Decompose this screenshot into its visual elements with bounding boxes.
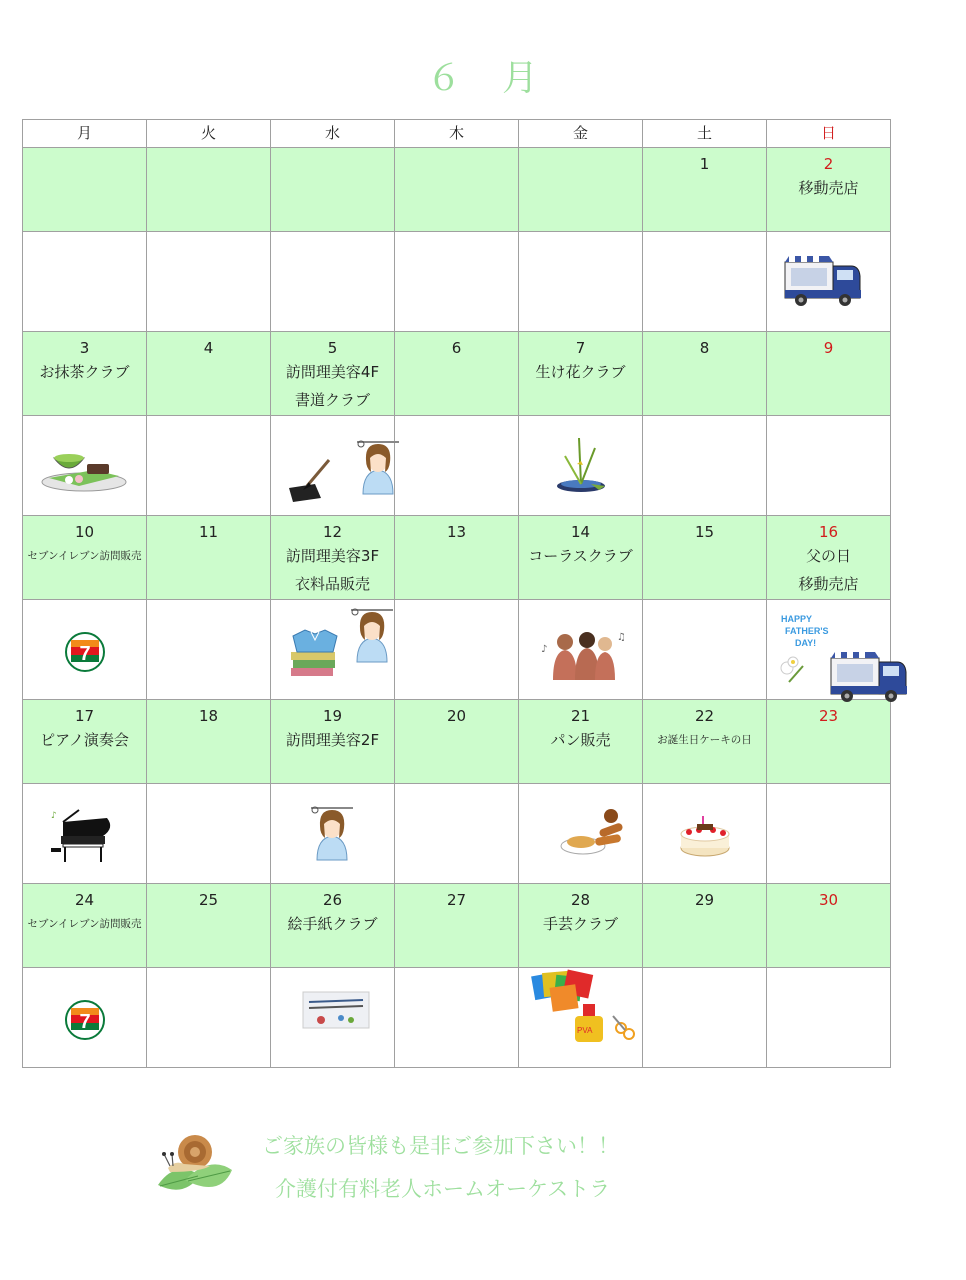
day-number: 16 [818, 523, 839, 541]
svg-text:♪: ♪ [51, 811, 57, 821]
day-picture-cell [395, 968, 519, 1068]
day-cell [643, 332, 767, 416]
week-row-dates [23, 332, 891, 416]
day-cell [23, 700, 147, 784]
day-cell [643, 884, 767, 968]
day-number: 27 [446, 891, 467, 909]
haircut-icon [349, 606, 395, 662]
event-label: 移動売店 [798, 179, 859, 197]
day-picture-cell [271, 232, 395, 332]
day-cell [147, 516, 271, 600]
day-picture-cell [643, 416, 767, 516]
day-cell [271, 700, 395, 784]
day-number: 28 [570, 891, 591, 909]
seven-eleven-icon [65, 1000, 105, 1040]
empty-day-cell [395, 148, 519, 232]
svg-text:FATHER'S: FATHER'S [785, 626, 829, 636]
footer-invitation: ご家族の皆様も是非ご参加下さい！！ [262, 1134, 619, 1158]
weekday-sat: 土 [643, 120, 767, 148]
day-picture-cell [23, 600, 147, 700]
day-number: 22 [694, 707, 715, 725]
day-picture-cell [147, 784, 271, 884]
day-number: 30 [818, 891, 839, 909]
day-number: 10 [74, 523, 95, 541]
weekday-mon: 月 [23, 120, 147, 148]
day-cell [767, 884, 891, 968]
clothes-icon [285, 626, 345, 688]
day-picture-cell [519, 784, 643, 884]
event-label: 訪問理美容4F [285, 363, 380, 381]
event-label: パン販売 [550, 731, 611, 749]
week-row-dates [23, 148, 891, 232]
day-number: 8 [699, 339, 710, 357]
day-number: 19 [322, 707, 343, 725]
day-number: 14 [570, 523, 591, 541]
day-number: 24 [74, 891, 95, 909]
day-number: 13 [446, 523, 467, 541]
footer-facility-name: 介護付有料老人ホームオーケストラ [275, 1177, 611, 1201]
haircut-icon [309, 804, 355, 860]
day-cell [767, 148, 891, 232]
event-label: お抹茶クラブ [39, 363, 130, 381]
weekday-wed: 水 [271, 120, 395, 148]
day-picture-cell [395, 600, 519, 700]
day-picture-cell [147, 232, 271, 332]
day-number [519, 154, 642, 174]
day-cell [519, 516, 643, 600]
empty-day-cell [519, 148, 643, 232]
day-number: 12 [322, 523, 343, 541]
week-row-pictures [23, 968, 891, 1068]
seven-eleven-icon [65, 632, 105, 672]
day-picture-cell [271, 784, 395, 884]
day-number: 3 [79, 339, 90, 357]
bread-icon [555, 806, 627, 860]
day-picture-cell [767, 416, 891, 516]
event-label: セブンイレブン訪問販売 [27, 550, 142, 562]
day-number: 2 [823, 155, 834, 173]
day-picture-cell [23, 232, 147, 332]
cake-icon [677, 814, 733, 860]
svg-text:7: 7 [79, 643, 91, 665]
svg-text:7: 7 [79, 1011, 91, 1033]
day-picture-cell [23, 416, 147, 516]
day-picture-cell [395, 232, 519, 332]
day-cell [271, 332, 395, 416]
day-cell [767, 700, 891, 784]
snail-leaf-icon [150, 1130, 235, 1205]
day-number: 17 [74, 707, 95, 725]
day-picture-cell [271, 600, 395, 700]
truck-icon [829, 648, 909, 706]
day-number [395, 154, 518, 174]
day-number: 29 [694, 891, 715, 909]
day-number: 6 [451, 339, 462, 357]
event-label: 絵手紙クラブ [287, 915, 378, 933]
day-cell [395, 332, 519, 416]
page-title: ６ 月 [425, 58, 540, 99]
empty-day-cell [23, 148, 147, 232]
day-picture-cell [147, 968, 271, 1068]
day-number: 4 [203, 339, 214, 357]
weekday-fri: 金 [519, 120, 643, 148]
day-number: 7 [575, 339, 586, 357]
day-cell [271, 516, 395, 600]
event-label: お誕生日ケーキの日 [657, 734, 752, 746]
day-cell [395, 516, 519, 600]
day-number: 11 [198, 523, 219, 541]
day-cell [395, 884, 519, 968]
day-picture-cell [147, 600, 271, 700]
event-label: 訪問理美容2F [285, 731, 380, 749]
day-cell [643, 148, 767, 232]
week-row-dates [23, 884, 891, 968]
day-number: 15 [694, 523, 715, 541]
day-cell [643, 516, 767, 600]
day-number: 25 [198, 891, 219, 909]
day-picture-cell [767, 232, 891, 332]
day-number [147, 154, 270, 174]
day-picture-cell [519, 416, 643, 516]
week-row-pictures [23, 600, 891, 700]
day-cell [519, 884, 643, 968]
day-picture-cell [643, 232, 767, 332]
day-number: 1 [699, 155, 710, 173]
truck-icon [783, 252, 863, 310]
day-picture-cell [271, 968, 395, 1068]
ikebana-icon [551, 434, 611, 496]
day-number: 23 [818, 707, 839, 725]
piano-icon [49, 808, 119, 864]
empty-day-cell [147, 148, 271, 232]
week-row-dates [23, 516, 891, 600]
matcha-icon [39, 440, 129, 495]
day-picture-cell [643, 968, 767, 1068]
calligraphy-icon [285, 456, 335, 506]
day-cell [147, 700, 271, 784]
day-cell [23, 332, 147, 416]
day-cell [147, 884, 271, 968]
craft-paper-icon [529, 968, 639, 1050]
day-number: 9 [823, 339, 834, 357]
day-picture-cell [767, 784, 891, 884]
day-picture-cell [519, 232, 643, 332]
day-cell [643, 700, 767, 784]
event-label: 移動売店 [798, 575, 859, 593]
calendar-table [22, 119, 891, 1068]
day-number: 26 [322, 891, 343, 909]
day-number [271, 154, 394, 174]
event-label: セブンイレブン訪問販売 [27, 918, 142, 930]
day-picture-cell [271, 416, 395, 516]
day-cell [23, 884, 147, 968]
event-label: コーラスクラブ [528, 547, 633, 565]
day-cell [271, 884, 395, 968]
weekday-header-row [23, 120, 891, 148]
svg-text:♫: ♫ [617, 632, 626, 643]
choir-icon [535, 622, 625, 680]
week-row-pictures [23, 416, 891, 516]
svg-text:PVA: PVA [577, 1026, 593, 1035]
day-picture-cell [395, 784, 519, 884]
event-label: 生け花クラブ [535, 363, 626, 381]
paint-brush-icon [301, 990, 371, 1030]
svg-text:♪: ♪ [541, 644, 548, 655]
day-picture-cell [147, 416, 271, 516]
day-picture-cell [519, 600, 643, 700]
empty-day-cell [271, 148, 395, 232]
day-picture-cell [23, 784, 147, 884]
weekday-thu: 木 [395, 120, 519, 148]
day-picture-cell [767, 600, 891, 700]
day-number [23, 154, 146, 174]
day-picture-cell [519, 968, 643, 1068]
event-label: 訪問理美容3F [285, 547, 380, 565]
day-number: 18 [198, 707, 219, 725]
event-label: ピアノ演奏会 [40, 731, 129, 749]
day-picture-cell [395, 416, 519, 516]
event-label: 衣料品販売 [294, 575, 370, 593]
weekday-sun: 日 [767, 120, 891, 148]
day-number: 21 [570, 707, 591, 725]
weekday-tue: 火 [147, 120, 271, 148]
event-label: 書道クラブ [294, 391, 370, 409]
event-label: 手芸クラブ [542, 915, 618, 933]
day-cell [23, 516, 147, 600]
day-number: 5 [327, 339, 338, 357]
day-cell [395, 700, 519, 784]
event-label: 父の日 [805, 547, 851, 565]
svg-text:HAPPY: HAPPY [781, 614, 813, 624]
day-cell [519, 332, 643, 416]
day-cell [147, 332, 271, 416]
day-cell [519, 700, 643, 784]
day-picture-cell [643, 600, 767, 700]
day-picture-cell [767, 968, 891, 1068]
week-row-pictures [23, 784, 891, 884]
day-number: 20 [446, 707, 467, 725]
day-picture-cell [643, 784, 767, 884]
week-row-dates [23, 700, 891, 784]
day-cell [767, 332, 891, 416]
day-picture-cell [23, 968, 147, 1068]
day-cell [767, 516, 891, 600]
week-row-pictures [23, 232, 891, 332]
svg-text:DAY!: DAY! [795, 638, 817, 648]
